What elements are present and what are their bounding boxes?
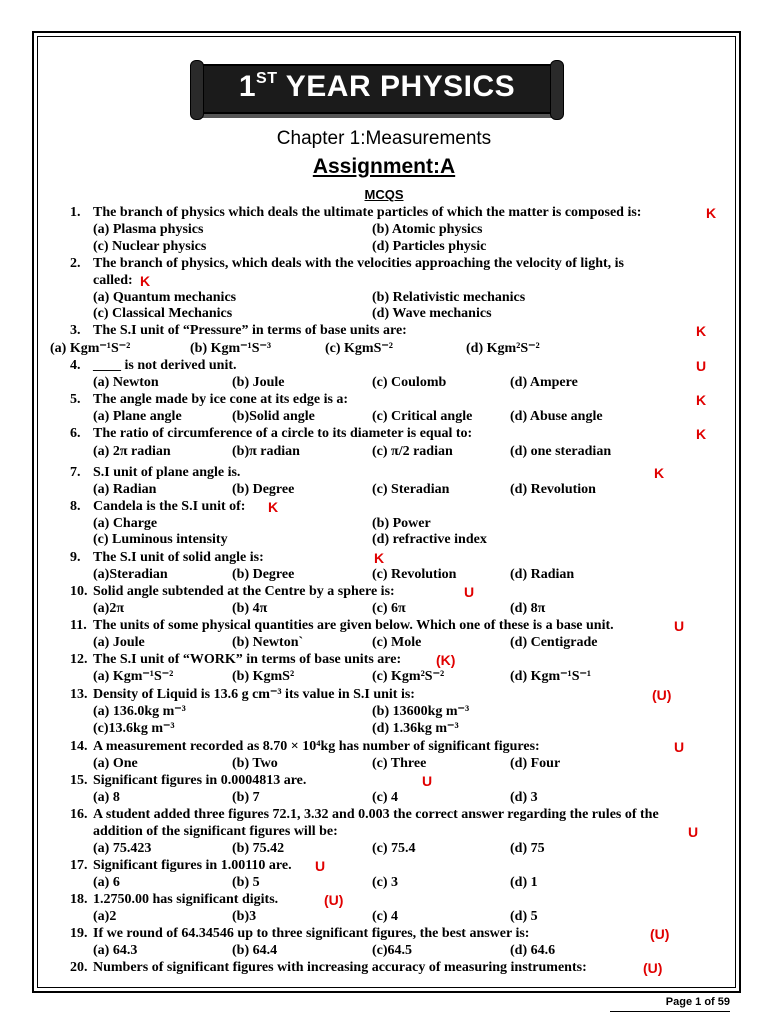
answer-option: (c) Classical Mechanics [93, 306, 233, 321]
answer-option: (b) 5 [232, 875, 260, 890]
question-number: 3. [70, 323, 81, 338]
answer-option: (a) Plane angle [93, 409, 182, 424]
answer-option: (b) Atomic physics [372, 222, 483, 237]
answer-option: (b)3 [232, 909, 257, 924]
difficulty-mark: (U) [650, 926, 670, 942]
question-number: 10. [70, 584, 88, 599]
question-number: 6. [70, 426, 81, 441]
difficulty-mark: K [268, 499, 279, 515]
answer-option: (d) refractive index [372, 532, 487, 547]
answer-option: (c) Luminous intensity [93, 532, 228, 547]
answer-option: (a) 6 [93, 875, 120, 890]
chapter-heading: Chapter 1:Measurements [276, 128, 492, 149]
difficulty-mark: U [688, 824, 699, 840]
question-stem: The ratio of circumference of a circle to its diameter is equal to: [93, 426, 473, 441]
answer-option: (c) Steradian [372, 482, 450, 497]
question-stem: Candela is the S.I unit of: [93, 499, 246, 514]
answer-option: (a) Kgm⁻¹S⁻² [93, 669, 174, 684]
difficulty-mark: (U) [324, 892, 344, 908]
answer-option: (d) Radian [510, 567, 575, 582]
answer-option: (b) Kgm⁻¹S⁻³ [190, 341, 272, 356]
answer-option: (d) Particles physic [372, 239, 487, 254]
difficulty-mark: K [140, 273, 151, 289]
page-title: 1ST YEAR PHYSICS [238, 70, 516, 103]
question-number: 17. [70, 858, 88, 873]
question-stem: The S.I unit of “Pressure” in terms of base units are: [93, 323, 407, 338]
answer-option: (b) KgmS² [232, 669, 295, 684]
answer-option: (d) Revolution [510, 482, 596, 497]
question-stem: Solid angle subtended at the Centre by a sphere is: [93, 584, 395, 599]
answer-option: (a) Newton [93, 375, 159, 390]
question-stem: Density of Liquid is 13.6 g cm⁻³ its value in S.I unit is: [93, 687, 415, 702]
answer-option: (b)π radian [232, 444, 300, 459]
difficulty-mark: K [374, 550, 385, 566]
question-stem: Significant figures in 1.00110 are. [93, 858, 292, 873]
question-stem: ____ is not derived unit. [93, 358, 237, 373]
question-stem: If we round of 64.34546 up to three significant figures, the best answer is: [93, 926, 530, 941]
answer-option: (c) Revolution [372, 567, 457, 582]
answer-option: (a) Plasma physics [93, 222, 204, 237]
answer-option: (a) Joule [93, 635, 145, 650]
answer-option: (c) 3 [372, 875, 399, 890]
answer-option: (a) Charge [93, 516, 158, 531]
difficulty-mark: K [706, 205, 717, 221]
question-stem: The S.I unit of “WORK” in terms of base units are: [93, 652, 402, 667]
difficulty-mark: U [422, 773, 433, 789]
answer-option: (d) 3 [510, 790, 538, 805]
question-stem-continued: called: [93, 273, 133, 288]
answer-option: (a)Steradian [93, 567, 168, 582]
difficulty-mark: U [315, 858, 326, 874]
question-stem: The units of some physical quantities are given below. Which one of these is a base unit. [93, 618, 614, 633]
answer-option: (b)Solid angle [232, 409, 315, 424]
question-stem: The angle made by ice cone at its edge is a: [93, 392, 349, 407]
difficulty-mark: K [696, 323, 707, 339]
answer-option: (d) Centigrade [510, 635, 598, 650]
question-number: 11. [70, 618, 87, 633]
page-number: Page 1 of 59 [665, 996, 730, 1008]
answer-option: (d) 8π [510, 601, 546, 616]
answer-option: (c) 4 [372, 909, 399, 924]
answer-option: (b) Degree [232, 482, 295, 497]
difficulty-mark: U [464, 584, 475, 600]
answer-option: (d) one steradian [510, 444, 612, 459]
question-stem: 1.2750.00 has significant digits. [93, 892, 279, 907]
question-stem: A student added three figures 72.1, 3.32 and 0.003 the correct answer regarding the rules of the [93, 807, 659, 822]
question-number: 19. [70, 926, 88, 941]
answer-option: (c) 75.4 [372, 841, 416, 856]
answer-option: (c) Three [372, 756, 427, 771]
answer-option: (b) 75.42 [232, 841, 285, 856]
answer-option: (b) Power [372, 516, 431, 531]
answer-option: (c) Coulomb [372, 375, 447, 390]
answer-option: (d) Kgm²S⁻² [466, 341, 540, 356]
question-number: 4. [70, 358, 81, 373]
question-stem-continued: addition of the significant figures will be: [93, 824, 338, 839]
difficulty-mark: U [674, 618, 685, 634]
answer-option: (d) Ampere [510, 375, 578, 390]
answer-option: (a) Kgm⁻¹S⁻² [50, 341, 131, 356]
answer-option: (b) 7 [232, 790, 260, 805]
answer-option: (a)2π [93, 601, 124, 616]
assignment-heading: Assignment:A [312, 155, 456, 178]
answer-option: (d) 1 [510, 875, 538, 890]
answer-option: (c) KgmS⁻² [325, 341, 393, 356]
answer-option: (d) 64.6 [510, 943, 556, 958]
answer-option: (d) Kgm⁻¹S⁻¹ [510, 669, 592, 684]
answer-option: (a) 64.3 [93, 943, 138, 958]
answer-option: (a) Radian [93, 482, 157, 497]
question-number: 18. [70, 892, 88, 907]
answer-option: (a) 2π radian [93, 444, 171, 459]
answer-option: (d) 1.36kg m⁻³ [372, 721, 459, 736]
difficulty-mark: K [696, 426, 707, 442]
question-number: 2. [70, 256, 81, 271]
answer-option: (c) Critical angle [372, 409, 473, 424]
answer-option: (c) Kgm²S⁻² [372, 669, 445, 684]
question-stem: The S.I unit of solid angle is: [93, 550, 264, 565]
question-number: 1. [70, 205, 81, 220]
answer-option: (b) Degree [232, 567, 295, 582]
section-heading: MCQS [364, 187, 404, 202]
answer-option: (a) 136.0kg m⁻³ [93, 704, 186, 719]
question-number: 16. [70, 807, 88, 822]
answer-option: (c) Nuclear physics [93, 239, 207, 254]
question-stem: Significant figures in 0.0004813 are. [93, 773, 307, 788]
question-stem: S.I unit of plane angle is. [93, 465, 241, 480]
answer-option: (d) 5 [510, 909, 538, 924]
question-number: 7. [70, 465, 81, 480]
title-banner [196, 64, 558, 114]
question-number: 12. [70, 652, 88, 667]
question-number: 13. [70, 687, 88, 702]
answer-option: (b) 64.4 [232, 943, 278, 958]
question-stem: Numbers of significant figures with increasing accuracy of measuring instruments: [93, 960, 587, 975]
answer-option: (d) Four [510, 756, 561, 771]
answer-option: (b) Newton` [232, 635, 304, 650]
answer-option: (c)64.5 [372, 943, 413, 958]
difficulty-mark: K [654, 465, 665, 481]
question-number: 9. [70, 550, 81, 565]
answer-option: (b) 4π [232, 601, 268, 616]
answer-option: (d) 75 [510, 841, 545, 856]
answer-option: (b) Relativistic mechanics [372, 290, 526, 305]
question-number: 15. [70, 773, 88, 788]
difficulty-mark: (U) [652, 687, 672, 703]
answer-option: (c) π/2 radian [372, 444, 453, 459]
answer-option: (c) 6π [372, 601, 406, 616]
difficulty-mark: U [674, 739, 685, 755]
difficulty-mark: (U) [643, 960, 663, 976]
difficulty-mark: (K) [436, 652, 456, 668]
answer-option: (c) 4 [372, 790, 399, 805]
question-number: 5. [70, 392, 81, 407]
question-stem: A measurement recorded as 8.70 × 10⁴kg has number of significant figures: [93, 739, 540, 754]
answer-option: (b) Two [232, 756, 278, 771]
question-number: 8. [70, 499, 81, 514]
answer-option: (a) Quantum mechanics [93, 290, 237, 305]
difficulty-mark: U [696, 358, 707, 374]
answer-option: (a)2 [93, 909, 117, 924]
answer-option: (a) One [93, 756, 138, 771]
answer-option: (a) 8 [93, 790, 120, 805]
answer-option: (d) Abuse angle [510, 409, 603, 424]
footer-divider [610, 1011, 730, 1012]
difficulty-mark: K [696, 392, 707, 408]
question-stem: The branch of physics, which deals with the velocities approaching the velocity of light, is [93, 256, 624, 271]
question-number: 20. [70, 960, 88, 975]
answer-option: (b) 13600kg m⁻³ [372, 704, 470, 719]
answer-option: (b) Joule [232, 375, 285, 390]
question-number: 14. [70, 739, 88, 754]
answer-option: (a) 75.423 [93, 841, 152, 856]
answer-option: (d) Wave mechanics [372, 306, 492, 321]
question-stem: The branch of physics which deals the ultimate particles of which the matter is composed is: [93, 205, 642, 220]
answer-option: (c) Mole [372, 635, 422, 650]
answer-option: (c)13.6kg m⁻³ [93, 721, 175, 736]
